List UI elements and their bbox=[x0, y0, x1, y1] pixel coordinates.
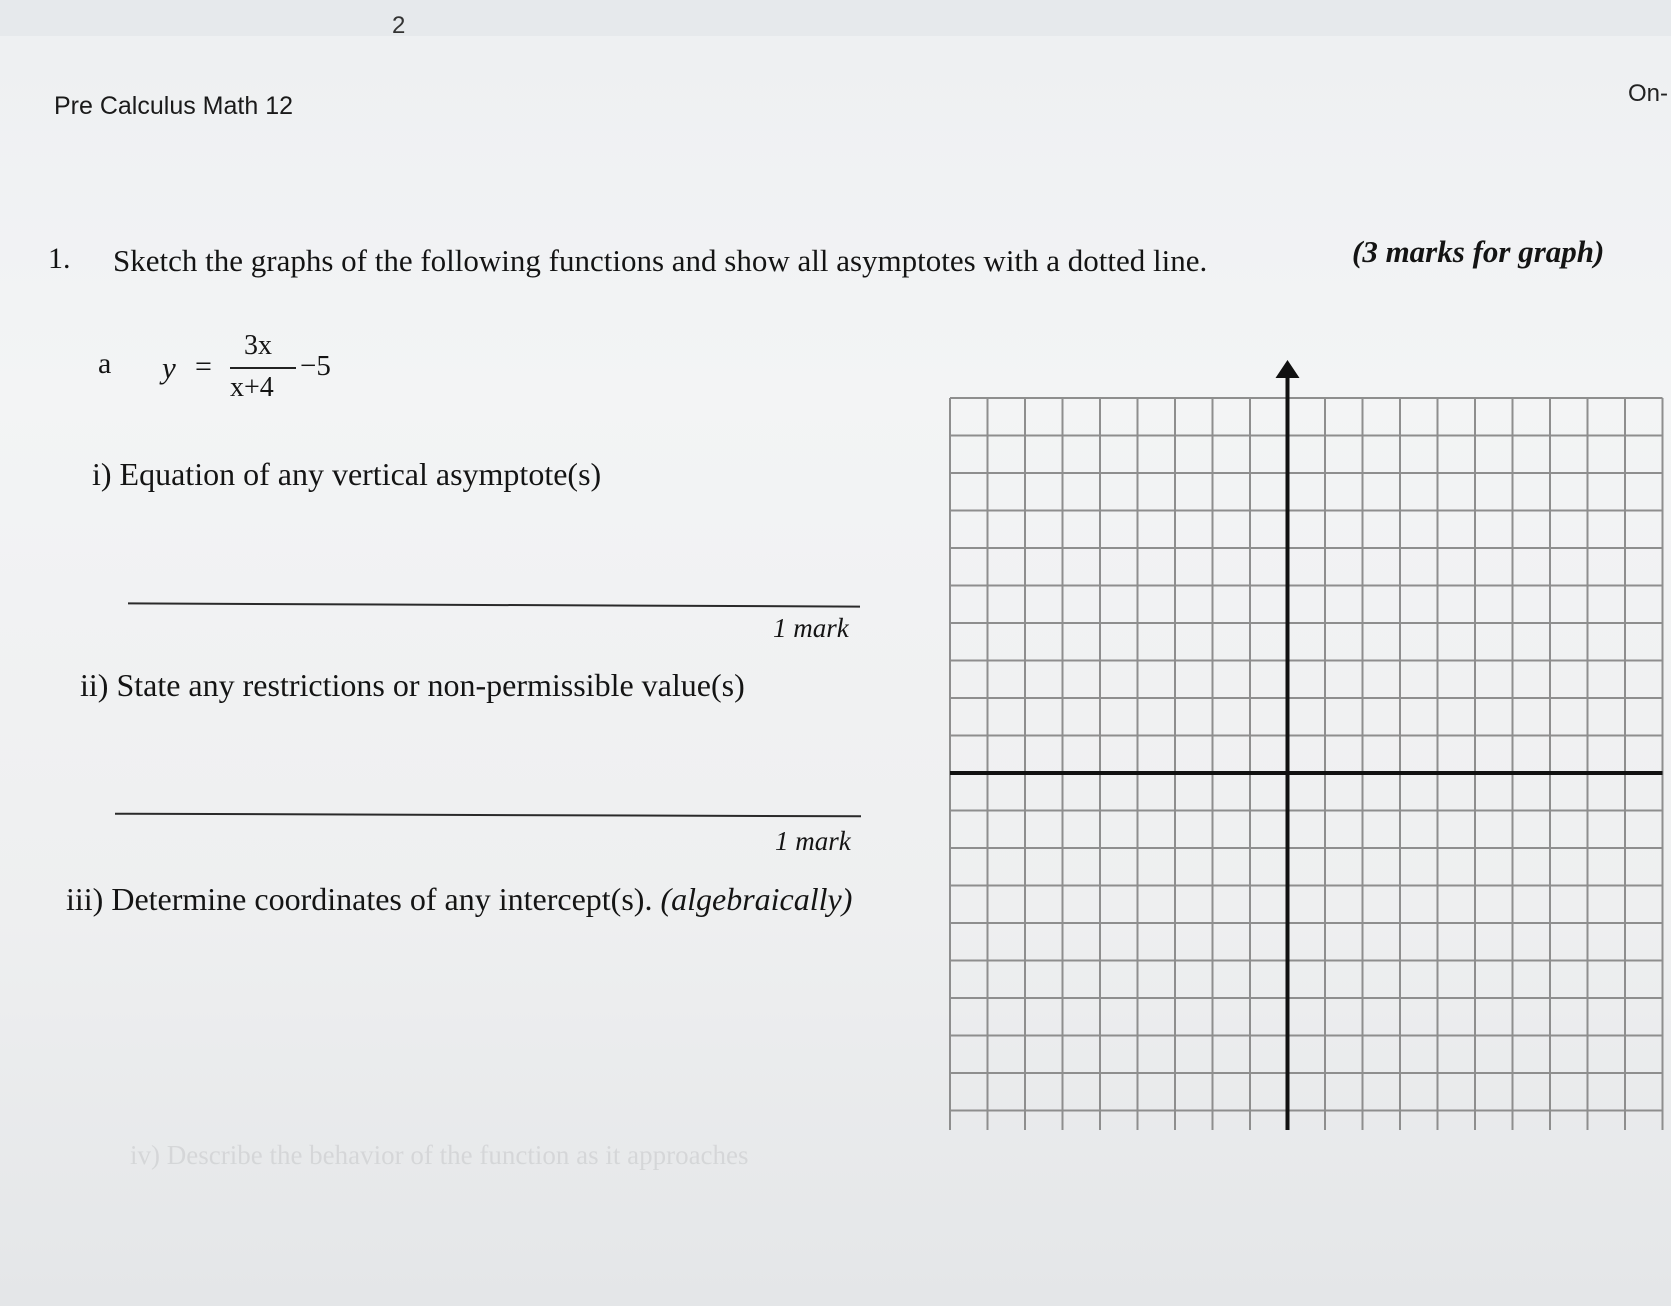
item-iii-note: (algebraically) bbox=[660, 881, 853, 917]
item-i-prompt: i) Equation of any vertical asymptote(s) bbox=[92, 456, 602, 492]
question-marks: (3 marks for graph) bbox=[1352, 234, 1605, 269]
page-top-strip bbox=[0, 0, 1671, 36]
equation-equals: = bbox=[195, 350, 212, 383]
y-axis-arrow-icon bbox=[1276, 360, 1300, 378]
bleed-through-text: iv) Describe the behavior of the function as it approaches bbox=[130, 1140, 749, 1170]
equation-tail: −5 bbox=[300, 350, 331, 382]
item-ii-prompt: ii) State any restrictions or non-permissible value(s) bbox=[80, 667, 745, 703]
item-iii-prompt bbox=[66, 881, 852, 918]
equation-numerator: 3x bbox=[244, 330, 272, 361]
coordinate-grid[interactable] bbox=[940, 360, 1671, 1130]
item-iii-text: iii) Determine coordinates of any intercept(s). bbox=[66, 881, 653, 917]
item-ii-mark: 1 mark bbox=[775, 826, 851, 856]
page-number: 2 bbox=[392, 12, 406, 39]
equation-denominator: x+4 bbox=[230, 372, 274, 403]
question-text: Sketch the graphs of the following functions and show all asymptotes with a dotted line. bbox=[113, 243, 1208, 278]
answer-line-i[interactable] bbox=[128, 602, 860, 607]
corner-text: On- bbox=[1628, 80, 1669, 107]
course-title: Pre Calculus Math 12 bbox=[54, 92, 294, 120]
fraction-bar bbox=[230, 367, 296, 369]
item-i-mark: 1 mark bbox=[773, 613, 849, 643]
part-label: a bbox=[98, 347, 112, 380]
equation-lhs: y bbox=[162, 350, 176, 385]
answer-line-ii[interactable] bbox=[115, 813, 861, 818]
question-number: 1. bbox=[48, 242, 71, 275]
